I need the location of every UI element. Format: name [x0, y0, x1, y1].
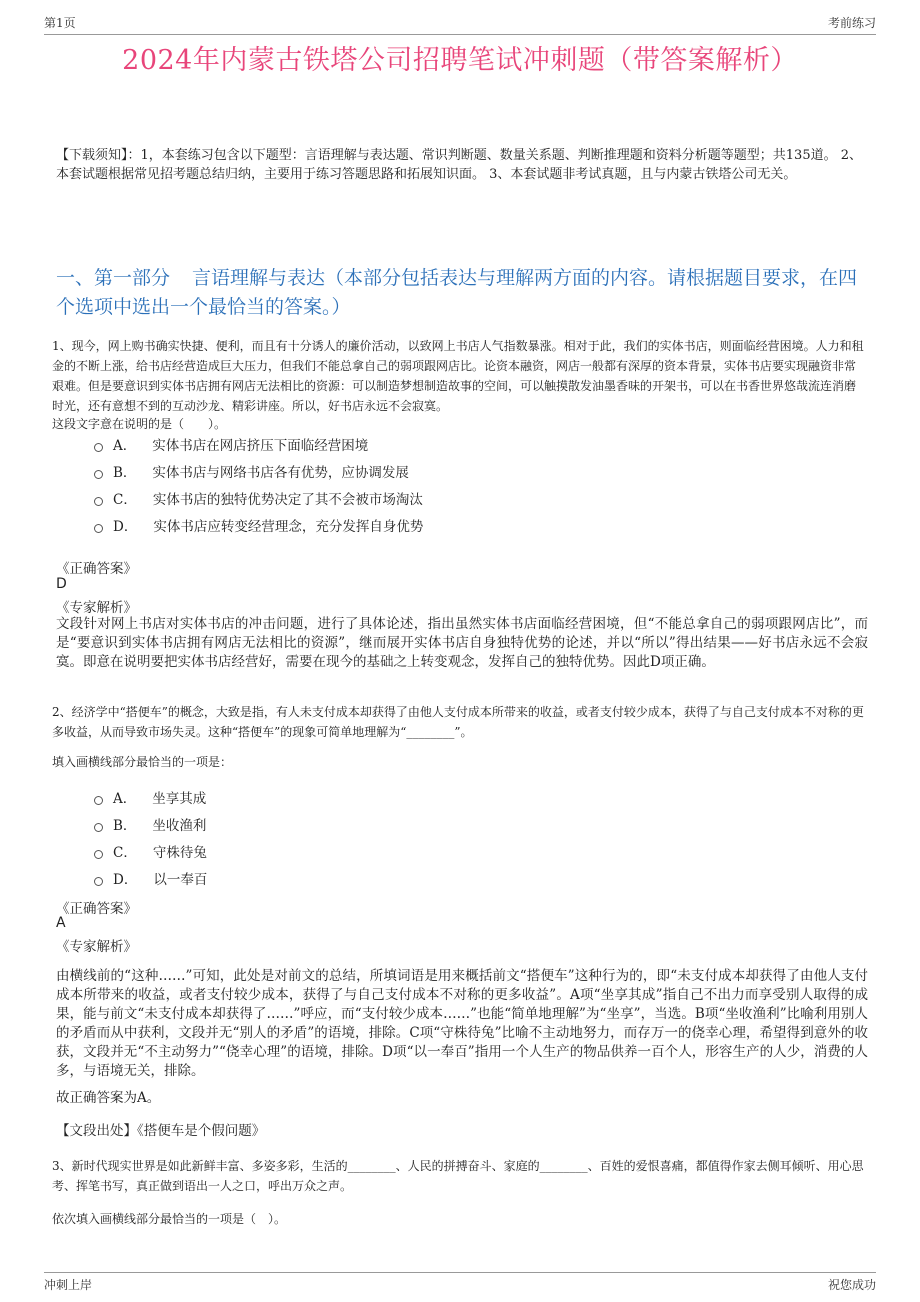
radio-icon[interactable]: [94, 823, 103, 832]
q2-analysis: 由横线前的“这种……”可知，此处是对前文的总结，所填词语是用来概括前文“搭便车”这种行为的，即“未支付成本却获得了由他人支付成本所带来的收益，或者支付较少成本，获得了与自己支付成本不对称的更多收益”。A项“坐享其成”指自己不出力而享受别人取得的成果，能与前文“未支付成本却获得了……”呼应，而“支付较少成本……”也能“简单地理解”为“坐享”，当选。B项“坐收渔利”比喻利用别人的矛盾而从中获利，文段并无“别人的矛盾”的语境，排除。C项“守株待兔”比喻不主动地努力，而存万一的侥幸心理，希望得到意外的收获，文段并无“不主动努力”“侥幸心理”的语境，排除。D项“以一奉百”指用一个人生产的物品供养一百个人，形容生产的人少，消费的人多，与语境无关，排除。: [56, 968, 868, 1079]
footer-left: 冲刺上岸: [44, 1278, 93, 1292]
q2-option-d[interactable]: D． 以一奉百: [94, 868, 207, 888]
section-heading: [56, 264, 866, 322]
q2-correct-label: 《正确答案》: [56, 901, 137, 917]
q2-expert-label: 《专家解析》: [56, 939, 137, 955]
q2-option-c[interactable]: C． 守株待兔: [94, 841, 207, 861]
q2-source: 【文段出处】《搭便车是个假问题》: [56, 1123, 266, 1139]
q1-option-a[interactable]: A． 实体书店在网店挤压下面临经营困境: [94, 434, 368, 454]
q1-analysis: 文段针对网上书店对实体书店的冲击问题，进行了具体论述，指出虽然实体书店面临经营困境，但“不能总拿自己的弱项跟网店比”，而是“要意识到实体书店拥有网店无法相比的资源”，继而展开实体书店自身独特优势的论述，并以“所以”得出结果——好书店永远不会寂寞。即意在说明要把实体书店经营好，需要在现今的基础之上转变观念，发挥自己的独特优势。因此D项正确。: [56, 616, 868, 670]
header-tag: 考前练习: [827, 16, 876, 30]
q2-option-b[interactable]: B． 坐收渔利: [94, 814, 206, 834]
section-label: 一、第一部分: [56, 267, 171, 289]
radio-icon[interactable]: [94, 470, 103, 479]
q1-option-b[interactable]: B． 实体书店与网络书店各有优势，应协调发展: [94, 461, 409, 481]
section-title: 言语理解与表达（本部分包括表达与理解两方面的内容。请根据题目要求，在四个选项中选出一个最恰当的答案。）: [56, 267, 858, 318]
page-header: [44, 14, 876, 35]
question-1-prompt: 这段文字意在说明的是（ ）。: [52, 417, 227, 431]
radio-icon[interactable]: [94, 796, 103, 805]
question-1-stem: 1、现今，网上购书确实快捷、便利，而且有十分诱人的廉价活动，以致网上书店人气指数暴涨。相对于此，我们的实体书店，则面临经营困境。人力和租金的不断上涨，给书店经营造成巨大压力，但我们不能总拿自己的弱项跟网店比。论资本融资，网店一般都有深厚的资本背景，实体书店要实现融资非常艰难。但是要意识到实体书店拥有网店无法相比的资源：可以制造梦想制造故事的空间，可以触摸散发油墨香味的开架书，可以在书香世界悠哉流连消磨时光，还有意想不到的互动沙龙、精彩讲座。所以，好书店永远不会寂寞。: [52, 339, 864, 413]
q1-option-c[interactable]: C． 实体书店的独特优势决定了其不会被市场淘汰: [94, 488, 423, 508]
question-3-prompt: 依次填入画横线部分最恰当的一项是（ ）。: [52, 1212, 287, 1226]
question-2-prompt: 填入画横线部分最恰当的一项是：: [52, 755, 233, 769]
q2-conclusion: 故正确答案为A。: [56, 1090, 161, 1106]
q1-correct-label: 《正确答案》: [56, 561, 137, 577]
radio-icon[interactable]: [94, 497, 103, 506]
q2-answer: A: [56, 915, 66, 931]
page-title: 2024年内蒙古铁塔公司招聘笔试冲刺题（带答案解析）: [122, 45, 798, 76]
radio-icon[interactable]: [94, 877, 103, 886]
q1-expert-label: 《专家解析》: [56, 600, 137, 616]
page-footer: [44, 1272, 876, 1293]
radio-icon[interactable]: [94, 524, 103, 533]
radio-icon[interactable]: [94, 850, 103, 859]
q1-answer: D: [56, 576, 67, 592]
download-notice: 【下载须知】：1，本套练习包含以下题型：言语理解与表达题、常识判断题、数量关系题、判断推理题和资料分析题等题型；共135道。 2、本套试题根据常见招考题总结归纳，主要用于练习答题思路和拓展知识面。 3、本套试题非考试真题，且与内蒙古铁塔公司无关。: [56, 148, 862, 182]
footer-right: 祝您成功: [827, 1278, 876, 1292]
page-number: 第1页: [44, 16, 76, 30]
question-3-stem: 3、新时代现实世界是如此新鲜丰富、多姿多彩，生活的________、人民的拼搏奋斗、家庭的________、百姓的爱恨喜痛，都值得作家去侧耳倾听、用心思考、挥笔书写，真正做到语出一人之口，呼出万众之声。: [52, 1159, 864, 1193]
q1-option-d[interactable]: D． 实体书店应转变经营理念，充分发挥自身优势: [94, 515, 423, 535]
question-2-stem: 2、经济学中“搭便车”的概念，大致是指，有人未支付成本却获得了由他人支付成本所带来的收益，或者支付较少成本，获得了与自己支付成本不对称的更多收益，从而导致市场失灵。这种“搭便车”的现象可简单地理解为“________”。: [52, 705, 864, 739]
radio-icon[interactable]: [94, 443, 103, 452]
q2-option-a[interactable]: A． 坐享其成: [94, 787, 206, 807]
